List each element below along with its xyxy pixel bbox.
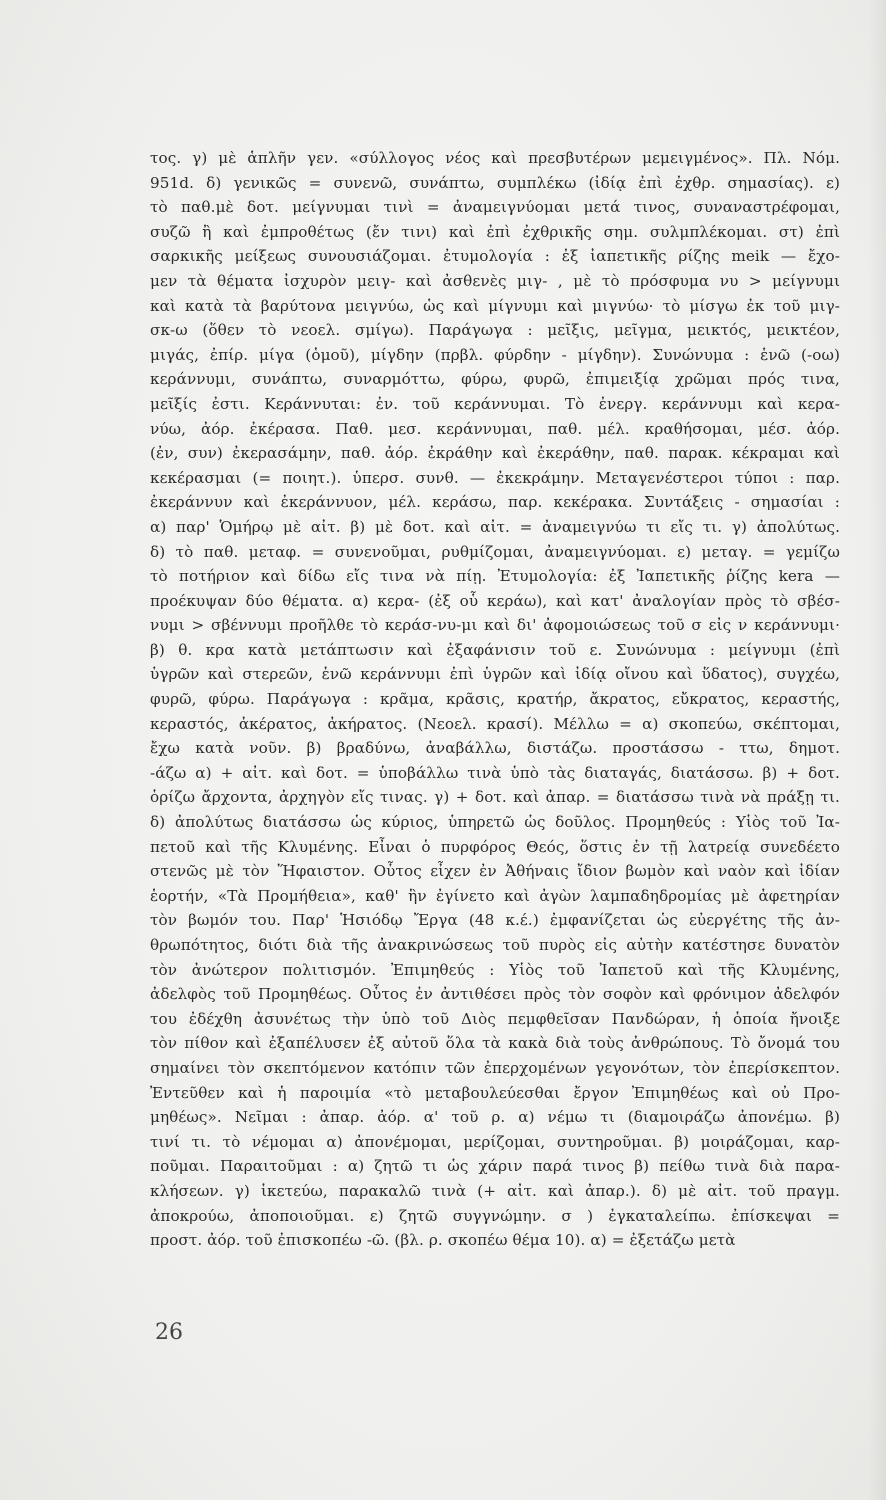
text-line: τος. γ) μὲ ἁπλῆν γεν. «σύλλογος νέος καὶ πρεσβυτέρων μεμειγμένος». Πλ. Νόμ. <box>150 149 840 167</box>
text-line: ὑγρῶν καὶ στερεῶν, ἑνῶ κεράννυμι ἐπὶ ὑγρῶν καὶ ἰδίᾳ οἴνου καὶ ὕδατος), συγχέω, <box>150 665 840 684</box>
page-number: 26 <box>155 1320 183 1345</box>
text-line: σαρκικῆς μείξεως συνουσιάζομαι. ἐτυμολογία : ἐξ ἰαπετικῆς ρίζης meik — ἔχο- <box>150 247 840 266</box>
text-line: ἀδελφὸς τοῦ Προμηθέως. Οὗτος ἐν ἀντιθέσει πρὸς τὸν σοφὸν καὶ φρόνιμον ἀδελφόν <box>150 985 840 1004</box>
text-line: α) παρ' Ὁμήρῳ μὲ αἰτ. β) μὲ δοτ. καὶ αἰτ. = ἀναμειγνύω τι εἴς τι. γ) ἀπολύτως. <box>150 517 840 536</box>
text-line: 951d. δ) γενικῶς = συνενῶ, συνάπτω, συμπλέκω (ἰδίᾳ ἐπὶ ἐχθρ. σημασίας). ε) <box>150 173 840 192</box>
text-line: τὸν ἀνώτερον πολιτισμόν. Ἐπιμηθεύς : Υἱὸς τοῦ Ἰαπετοῦ καὶ τῆς Κλυμένης, <box>150 960 840 979</box>
text-line: κλήσεων. γ) ἱκετεύω, παρακαλῶ τινὰ (+ αἰτ. καὶ ἀπαρ.). δ) μὲ αἰτ. τοῦ πραγμ. <box>150 1181 840 1200</box>
text-line: (ἐν, συν) ἐκερασάμην, παθ. ἀόρ. ἐκράθην καὶ ἐκεράθην, παθ. παρακ. κέκραμαι καὶ <box>150 444 840 463</box>
text-line: προστ. ἀόρ. τοῦ ἐπισκοπέω -ῶ. (βλ. ρ. σκοπέω θέμα 10). α) = ἐξετάζω μετὰ <box>150 1231 736 1250</box>
text-line: κεράννυμι, συνάπτω, συναρμόττω, φύρω, φυρῶ, ἐπιμειξίᾳ χρῶμαι πρός τινα, <box>150 370 840 389</box>
text-line: στενῶς μὲ τὸν Ἥφαιστον. Οὗτος εἶχεν ἐν Ἀθήναις ἴδιον βωμὸν καὶ ναὸν καὶ ἰδίαν <box>150 862 840 881</box>
text-line: ἑορτήν, «Τὰ Προμήθεια», καθ' ἣν ἐγίνετο καὶ ἀγὼν λαμπαδηδρομίας μὲ ἀφετηρίαν <box>150 886 840 905</box>
text-line: μεῖξίς ἐστι. Κεράννυται: ἐν. τοῦ κεράννυμαι. Τὸ ἐνεργ. κεράννυμι καὶ κερα- <box>150 394 840 413</box>
text-line: σημαίνει τὸν σκεπτόμενον κατόπιν τῶν ἐπερχομένων γεγονότων, τὸν ἐπερίσκεπτον. <box>150 1058 840 1077</box>
text-line: β) θ. κρα κατὰ μετάπτωσιν καὶ ἐξαφάνισιν τοῦ ε. Συνώνυμα : μείγνυμι (ἐπὶ <box>150 640 840 659</box>
text-line: νυμι > σβέννυμι προῆλθε τὸ κεράσ-νυ-μι καὶ δι' ἀφομοιώσεως τοῦ σ εἰς ν κεράννυμι· <box>150 616 840 635</box>
text-line: μηθέως». Νεῖμαι : ἀπαρ. ἀόρ. α' τοῦ ρ. α) νέμω τι (διαμοιράζω ἀπονέμω. β) <box>150 1108 840 1127</box>
text-line: Ἐντεῦθεν καὶ ἡ παροιμία «τὸ μεταβουλεύεσθαι ἔργον Ἐπιμηθέως καὶ οὐ Προ- <box>150 1083 840 1102</box>
text-line: τὸ παθ.μὲ δοτ. μείγνυμαι τινὶ = ἀναμειγνύομαι μετά τινος, συναναστρέφομαι, <box>150 198 840 217</box>
text-line: ἀποκρούω, ἀποποιοῦμαι. ε) ζητῶ συγγνώμην. σ ) ἐγκαταλείπω. ἐπίσκεψαι = <box>150 1206 840 1225</box>
text-line: τὸ ποτήριον καὶ δίδω εἴς τινα νὰ πίῃ. Ἐτυμολογία: ἐξ Ἰαπετικῆς ῥίζης kera — <box>150 567 840 586</box>
text-line: ὁρίζω ἄρχοντα, ἀρχηγὸν εἴς τινας. γ) + δοτ. καὶ ἀπαρ. = διατάσσω τινὰ νὰ πράξῃ τι. <box>150 788 840 807</box>
text-line: μεν τὰ θέματα ἰσχυρὸν μειγ- καὶ ἀσθενὲς μιγ- , μὲ τὸ πρόσφυμα νυ > μείγνυμι <box>150 271 840 290</box>
text-line: πετοῦ καὶ τῆς Κλυμένης. Εἶναι ὁ πυρφόρος Θεός, ὅστις ἐν τῇ λατρείᾳ συνεδέετο <box>150 837 840 856</box>
text-line: τινί τι. τὸ νέμομαι α) ἀπονέμομαι, μερίζομαι, συντηροῦμαι. β) μοιράζομαι, καρ- <box>150 1132 840 1151</box>
text-line: συζῶ ἢ καὶ ἐμπροθέτως (ἔν τινι) καὶ ἐπὶ ἐχθρικῆς σημ. συλμπλέκομαι. στ) ἐπὶ <box>150 222 840 241</box>
text-line: μιγάς, ἐπίρ. μίγα (ὁμοῦ), μίγδην (πρβλ. φύρδην - μίγδην). Συνώνυμα : ἑνῶ (-οω) <box>150 345 840 364</box>
text-line: θρωπότητος, διότι διὰ τῆς ἀνακρινώσεως τοῦ πυρὸς εἰς αὐτὴν κατέστησε δυνατὸν <box>150 936 840 954</box>
text-line: ποῦμαι. Παραιτοῦμαι : α) ζητῶ τι ὡς χάριν παρά τινος β) πείθω τινὰ διὰ παρα- <box>150 1157 840 1176</box>
text-line: προέκυψαν δύο θέματα. α) κερα- (ἐξ οὗ κεράω), καὶ κατ' ἀναλογίαν πρὸς τὸ σβέσ- <box>150 591 840 610</box>
text-line: ἔχω κατὰ νοῦν. β) βραδύνω, ἀναβάλλω, διστάζω. προστάσσω - ττω, δημοτ. <box>150 739 840 758</box>
text-line: ἐκεράννυν καὶ ἐκεράννυον, μέλ. κεράσω, παρ. κεκέρακα. Συντάξεις - σημασίαι : <box>150 493 840 512</box>
text-line: δ) ἀπολύτως διατάσσω ὡς κύριος, ὑπηρετῶ ὡς δοῦλος. Προμηθεύς : Υἱὸς τοῦ Ἰα- <box>150 813 840 832</box>
dictionary-text-block <box>150 146 840 1253</box>
page-edge-shadow <box>868 0 886 1500</box>
text-line: -άζω α) + αἰτ. καὶ δοτ. = ὑποβάλλω τινὰ ὑπὸ τὰς διαταγάς, διατάσσω. β) + δοτ. <box>150 763 840 782</box>
text-line: κεκέρασμαι (= ποιητ.). ὑπερσ. συνθ. — ἐκεκράμην. Μεταγενέστεροι τύποι : παρ. <box>150 468 840 487</box>
text-line: τὸν πίθον καὶ ἐξαπέλυσεν ἐξ αὐτοῦ ὅλα τὰ κακὰ διὰ τοὺς ἀνθρώπους. Τὸ ὄνομά του <box>150 1034 840 1053</box>
text-line: καὶ κατὰ τὰ βαρύτονα μειγνύω, ὡς καὶ μίγνυμι καὶ μιγνύω· τὸ μίσγω ἐκ τοῦ μιγ- <box>150 296 840 315</box>
text-line: τὸν βωμόν του. Παρ' Ἡσιόδῳ Ἔργα (48 κ.έ.) ἐμφανίζεται ὡς εὐεργέτης τῆς ἀν- <box>150 911 840 930</box>
text-line: του ἐδέχθη ἀσυνέτως τὴν ὑπὸ τοῦ Διὸς πεμφθεῖσαν Πανδώραν, ἡ ὁποία ἤνοιξε <box>150 1009 840 1028</box>
text-line: κεραστός, ἀκέρατος, ἀκήρατος. (Νεοελ. κρασί). Μέλλω = α) σκοπεύω, σκέπτομαι, <box>150 714 840 733</box>
text-line: νύω, ἀόρ. ἐκέρασα. Παθ. μεσ. κεράννυμαι, παθ. μέλ. κραθήσομαι, μέσ. ἀόρ. <box>150 419 840 438</box>
text-line: δ) τὸ παθ. μεταφ. = συνενοῦμαι, ρυθμίζομαι, ἀναμειγνύομαι. ε) μεταγ. = γεμίζω <box>150 542 840 561</box>
text-line: φυρῶ, φύρω. Παράγωγα : κρᾶμα, κρᾶσις, κρατήρ, ἄκρατος, εὔκρατος, κεραστής, <box>150 690 840 709</box>
text-line: σκ-ω (ὅθεν τὸ νεοελ. σμίγω). Παράγωγα : μεῖξις, μεῖγμα, μεικτός, μεικτέον, <box>150 321 840 340</box>
